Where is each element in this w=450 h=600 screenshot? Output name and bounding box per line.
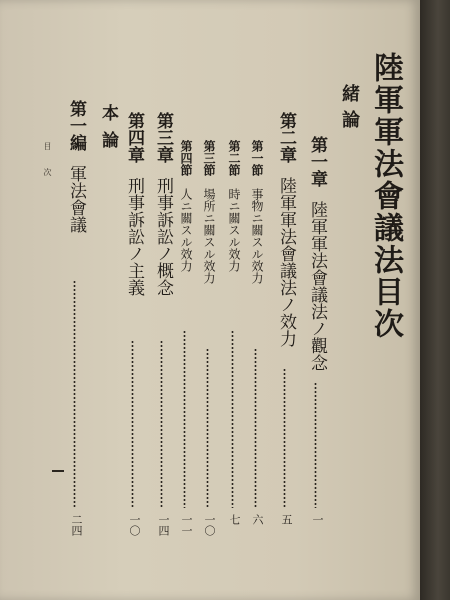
toc-row-text: 刑事訴訟ノ概念 (153, 177, 173, 296)
toc-row-ch1 (305, 136, 330, 371)
toc-row-text: 人ニ關スル效力 (179, 188, 193, 272)
book-spine-edge (420, 0, 450, 600)
toc-row-sec2 (226, 140, 243, 272)
toc-row-label: 第三節 (202, 140, 216, 176)
toc-row-page: 六 (251, 514, 264, 525)
toc-row-text: 事物ニ關スル效力 (250, 188, 264, 284)
toc-row-page: 五 (280, 514, 293, 525)
toc-row-label: 第四章 (124, 112, 144, 163)
toc-row-page: 七 (228, 514, 241, 525)
toc-row-text: 刑事訴訟ノ主義 (124, 177, 144, 296)
leader-dots (131, 340, 134, 508)
leader-dots (73, 280, 76, 508)
toc-row-label: 第三章 (153, 112, 173, 163)
leader-dots (283, 368, 286, 508)
toc-row-label: 第二章 (276, 112, 296, 163)
toc-row-text: 場所ニ關スル效力 (202, 188, 216, 284)
leader-dots (314, 382, 317, 508)
running-head: 目次 (43, 142, 52, 194)
leader-dots (254, 348, 257, 508)
toc-row-ch3 (151, 112, 176, 296)
intro-heading: 緒論 (339, 84, 360, 136)
toc-row-page: 一〇 (128, 514, 141, 536)
toc-row-sec3 (201, 140, 218, 284)
toc-row-label: 第四節 (179, 140, 193, 176)
toc-row-page: 一 (311, 514, 324, 525)
toc-row-sec4 (178, 140, 195, 272)
main-heading: 本論 (98, 104, 118, 158)
toc-row-page: 一四 (157, 514, 170, 536)
toc-row-sec1 (249, 140, 266, 284)
toc-row-label: 第二節 (227, 140, 241, 176)
page-title: 陸軍軍法會議法目次 (368, 52, 403, 340)
toc-row-text: 時ニ關スル效力 (227, 188, 241, 272)
toc-row-text: 陸軍軍法會議法ノ效力 (276, 177, 296, 347)
leader-dots (231, 330, 234, 508)
toc-row-label: 第一編 (66, 100, 86, 151)
leader-dots (160, 340, 163, 508)
toc-row-text: 陸軍軍法會議法ノ觀念 (307, 201, 327, 371)
leader-dots (206, 348, 209, 508)
toc-row-ch4 (122, 112, 147, 296)
toc-row-label: 第一章 (307, 136, 327, 187)
toc-row-text: 軍法會議 (66, 165, 86, 233)
toc-row-page: 一一 (180, 514, 193, 536)
leader-dots (183, 330, 186, 508)
toc-row-ch2 (274, 112, 299, 347)
toc-row-label: 第一節 (250, 140, 264, 176)
toc-row-part1 (64, 100, 89, 233)
toc-row-page: 一〇 (203, 514, 216, 536)
toc-row-page: 二四 (70, 514, 83, 536)
folio-number (52, 470, 64, 472)
